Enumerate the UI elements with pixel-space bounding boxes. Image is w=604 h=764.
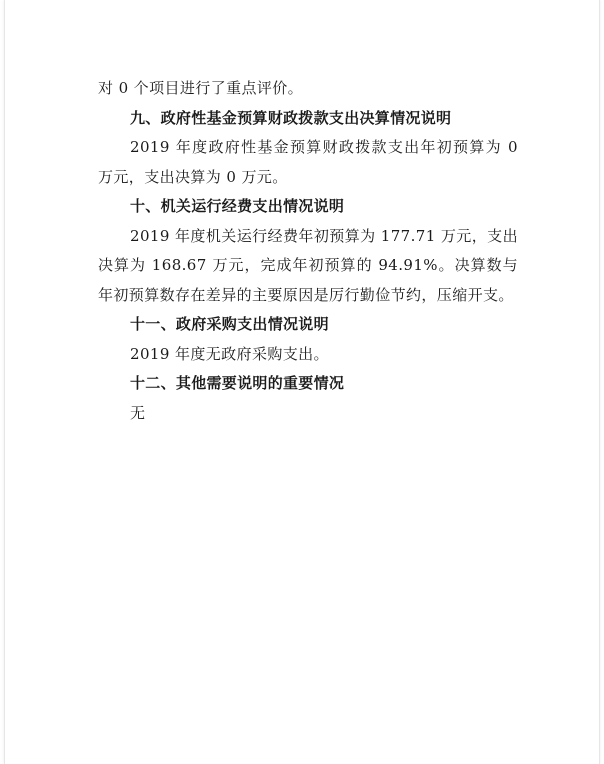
document-page — [4, 0, 600, 764]
section9-body: 2019 年度政府性基金预算财政拨款支出年初预算为 0 万元，支出决算为 0 万元。 — [98, 138, 518, 186]
section11-body: 2019 年度无政府采购支出。 — [130, 344, 329, 363]
section12-heading: 十二、其他需要说明的重要情况 — [130, 374, 345, 392]
section10-heading: 十、机关运行经费支出情况说明 — [130, 197, 345, 215]
section8-tail-text: 对 0 个项目进行了重点评价。 — [98, 79, 304, 97]
section10-body: 2019 年度机关运行经费年初预算为 177.71 万元，支出决算为 168.67 万元，完成年初预算的 94.91%。决算数与年初预算数存在差异的主要原因是厉行勤俭节约，压缩开支。 — [98, 226, 518, 304]
section12-body: 无 — [130, 403, 146, 422]
document-content — [98, 74, 518, 428]
section9-heading: 九、政府性基金预算财政拨款支出决算情况说明 — [130, 108, 452, 127]
section11-heading: 十一、政府采购支出情况说明 — [130, 315, 329, 333]
